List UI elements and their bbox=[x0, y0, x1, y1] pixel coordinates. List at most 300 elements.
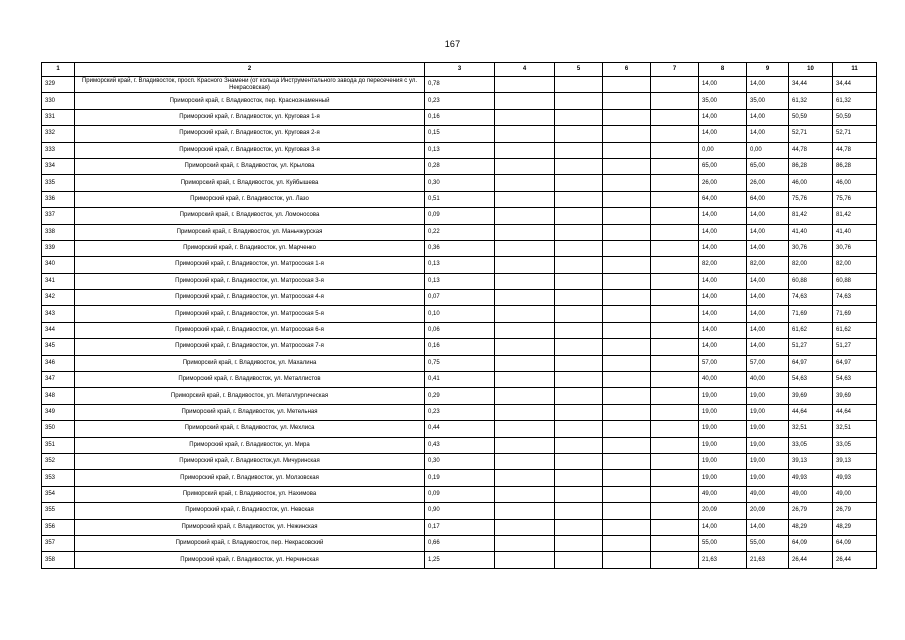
cell-col-9: 35,00 bbox=[747, 93, 789, 109]
cell-col-6 bbox=[603, 404, 651, 420]
table-row bbox=[42, 388, 877, 404]
table-row bbox=[42, 208, 877, 224]
column-header: 4 bbox=[495, 63, 555, 77]
length-cell: 0,13 bbox=[425, 257, 495, 273]
cell-col-11: 81,42 bbox=[833, 208, 877, 224]
row-number-cell: 344 bbox=[42, 322, 75, 338]
cell-col-6 bbox=[603, 142, 651, 158]
cell-col-8: 57,00 bbox=[699, 355, 747, 371]
address-cell: Приморский край, г. Владивосток, ул. Невская bbox=[75, 503, 425, 519]
cell-col-8: 0,00 bbox=[699, 142, 747, 158]
cell-col-7 bbox=[651, 273, 699, 289]
cell-col-8: 14,00 bbox=[699, 109, 747, 125]
table-row bbox=[42, 486, 877, 502]
table-row bbox=[42, 503, 877, 519]
address-cell: Приморский край, г. Владивосток, ул. Матросская 7-я bbox=[75, 339, 425, 355]
table-row bbox=[42, 535, 877, 551]
cell-col-5 bbox=[555, 77, 603, 93]
table-row bbox=[42, 470, 877, 486]
cell-col-11: 34,44 bbox=[833, 77, 877, 93]
cell-col-7 bbox=[651, 453, 699, 469]
cell-col-11: 49,00 bbox=[833, 486, 877, 502]
cell-col-9: 19,00 bbox=[747, 388, 789, 404]
cell-col-4 bbox=[495, 437, 555, 453]
cell-col-6 bbox=[603, 240, 651, 256]
address-cell: Приморский край, г. Владивосток, ул. Круговая 1-я bbox=[75, 109, 425, 125]
cell-col-7 bbox=[651, 503, 699, 519]
row-number-cell: 349 bbox=[42, 404, 75, 420]
cell-col-10: 44,64 bbox=[789, 404, 833, 420]
column-header: 9 bbox=[747, 63, 789, 77]
cell-col-5 bbox=[555, 339, 603, 355]
cell-col-5 bbox=[555, 470, 603, 486]
length-cell: 0,16 bbox=[425, 339, 495, 355]
cell-col-11: 44,64 bbox=[833, 404, 877, 420]
column-header: 6 bbox=[603, 63, 651, 77]
cell-col-5 bbox=[555, 240, 603, 256]
cell-col-7 bbox=[651, 224, 699, 240]
cell-col-7 bbox=[651, 355, 699, 371]
cell-col-11: 61,62 bbox=[833, 322, 877, 338]
cell-col-6 bbox=[603, 290, 651, 306]
cell-col-10: 51,27 bbox=[789, 339, 833, 355]
row-number-cell: 343 bbox=[42, 306, 75, 322]
cell-col-6 bbox=[603, 224, 651, 240]
cell-col-5 bbox=[555, 142, 603, 158]
cell-col-5 bbox=[555, 175, 603, 191]
cell-col-11: 26,79 bbox=[833, 503, 877, 519]
table-row bbox=[42, 421, 877, 437]
cell-col-5 bbox=[555, 355, 603, 371]
length-cell: 0,16 bbox=[425, 109, 495, 125]
cell-col-9: 14,00 bbox=[747, 519, 789, 535]
cell-col-11: 64,97 bbox=[833, 355, 877, 371]
cell-col-7 bbox=[651, 388, 699, 404]
address-cell: Приморский край, г. Владивосток, ул. Махалина bbox=[75, 355, 425, 371]
cell-col-8: 14,00 bbox=[699, 224, 747, 240]
table-row bbox=[42, 257, 877, 273]
cell-col-5 bbox=[555, 372, 603, 388]
cell-col-9: 14,00 bbox=[747, 322, 789, 338]
cell-col-6 bbox=[603, 273, 651, 289]
table-row bbox=[42, 273, 877, 289]
length-cell: 0,19 bbox=[425, 470, 495, 486]
row-number-cell: 334 bbox=[42, 158, 75, 174]
cell-col-4 bbox=[495, 158, 555, 174]
cell-col-4 bbox=[495, 290, 555, 306]
column-header: 3 bbox=[425, 63, 495, 77]
cell-col-5 bbox=[555, 519, 603, 535]
length-cell: 0,10 bbox=[425, 306, 495, 322]
cell-col-11: 46,00 bbox=[833, 175, 877, 191]
length-cell: 0,07 bbox=[425, 290, 495, 306]
cell-col-4 bbox=[495, 388, 555, 404]
cell-col-8: 14,00 bbox=[699, 240, 747, 256]
cell-col-4 bbox=[495, 257, 555, 273]
row-number-cell: 338 bbox=[42, 224, 75, 240]
cell-col-4 bbox=[495, 240, 555, 256]
cell-col-10: 41,40 bbox=[789, 224, 833, 240]
cell-col-10: 81,42 bbox=[789, 208, 833, 224]
cell-col-8: 65,00 bbox=[699, 158, 747, 174]
table-row bbox=[42, 240, 877, 256]
cell-col-6 bbox=[603, 470, 651, 486]
address-cell: Приморский край, г. Владивосток, ул. Нерчинская bbox=[75, 552, 425, 568]
cell-col-9: 14,00 bbox=[747, 126, 789, 142]
row-number-cell: 356 bbox=[42, 519, 75, 535]
cell-col-11: 51,27 bbox=[833, 339, 877, 355]
cell-col-11: 26,44 bbox=[833, 552, 877, 568]
cell-col-10: 34,44 bbox=[789, 77, 833, 93]
cell-col-5 bbox=[555, 404, 603, 420]
table-header-row bbox=[42, 63, 877, 77]
length-cell: 0,75 bbox=[425, 355, 495, 371]
cell-col-8: 14,00 bbox=[699, 519, 747, 535]
length-cell: 0,28 bbox=[425, 158, 495, 174]
column-header: 11 bbox=[833, 63, 877, 77]
cell-col-7 bbox=[651, 535, 699, 551]
cell-col-9: 19,00 bbox=[747, 404, 789, 420]
cell-col-9: 14,00 bbox=[747, 224, 789, 240]
cell-col-11: 86,28 bbox=[833, 158, 877, 174]
cell-col-7 bbox=[651, 208, 699, 224]
address-cell: Приморский край, г. Владивосток, пер. Некрасовский bbox=[75, 535, 425, 551]
cell-col-4 bbox=[495, 503, 555, 519]
cell-col-8: 19,00 bbox=[699, 437, 747, 453]
row-number-cell: 350 bbox=[42, 421, 75, 437]
cell-col-6 bbox=[603, 322, 651, 338]
page-number: 167 bbox=[444, 39, 461, 49]
cell-col-6 bbox=[603, 552, 651, 568]
cell-col-6 bbox=[603, 535, 651, 551]
address-cell: Приморский край, г. Владивосток, ул. Молзовская bbox=[75, 470, 425, 486]
cell-col-4 bbox=[495, 191, 555, 207]
cell-col-5 bbox=[555, 224, 603, 240]
cell-col-5 bbox=[555, 306, 603, 322]
cell-col-9: 20,09 bbox=[747, 503, 789, 519]
cell-col-7 bbox=[651, 257, 699, 273]
column-header: 8 bbox=[699, 63, 747, 77]
row-number-cell: 337 bbox=[42, 208, 75, 224]
length-cell: 0,43 bbox=[425, 437, 495, 453]
cell-col-9: 14,00 bbox=[747, 273, 789, 289]
cell-col-6 bbox=[603, 388, 651, 404]
cell-col-8: 40,00 bbox=[699, 372, 747, 388]
cell-col-4 bbox=[495, 421, 555, 437]
cell-col-6 bbox=[603, 257, 651, 273]
table-row bbox=[42, 453, 877, 469]
address-cell: Приморский край, г. Владивосток, ул. Круговая 2-я bbox=[75, 126, 425, 142]
cell-col-9: 0,00 bbox=[747, 142, 789, 158]
cell-col-5 bbox=[555, 257, 603, 273]
cell-col-8: 64,00 bbox=[699, 191, 747, 207]
table-row bbox=[42, 552, 877, 568]
cell-col-11: 30,76 bbox=[833, 240, 877, 256]
cell-col-10: 32,51 bbox=[789, 421, 833, 437]
row-number-cell: 340 bbox=[42, 257, 75, 273]
table-row bbox=[42, 290, 877, 306]
length-cell: 0,30 bbox=[425, 175, 495, 191]
cell-col-4 bbox=[495, 404, 555, 420]
cell-col-6 bbox=[603, 306, 651, 322]
cell-col-6 bbox=[603, 519, 651, 535]
cell-col-9: 82,00 bbox=[747, 257, 789, 273]
cell-col-10: 26,44 bbox=[789, 552, 833, 568]
cell-col-4 bbox=[495, 453, 555, 469]
cell-col-9: 21,63 bbox=[747, 552, 789, 568]
cell-col-11: 71,69 bbox=[833, 306, 877, 322]
cell-col-7 bbox=[651, 470, 699, 486]
row-number-cell: 335 bbox=[42, 175, 75, 191]
cell-col-7 bbox=[651, 322, 699, 338]
row-number-cell: 354 bbox=[42, 486, 75, 502]
cell-col-8: 19,00 bbox=[699, 470, 747, 486]
table-row bbox=[42, 322, 877, 338]
cell-col-4 bbox=[495, 77, 555, 93]
cell-col-7 bbox=[651, 437, 699, 453]
column-header: 5 bbox=[555, 63, 603, 77]
cell-col-10: 46,00 bbox=[789, 175, 833, 191]
length-cell: 0,66 bbox=[425, 535, 495, 551]
cell-col-8: 14,00 bbox=[699, 322, 747, 338]
column-header: 1 bbox=[42, 63, 75, 77]
row-number-cell: 355 bbox=[42, 503, 75, 519]
cell-col-7 bbox=[651, 372, 699, 388]
row-number-cell: 333 bbox=[42, 142, 75, 158]
cell-col-4 bbox=[495, 535, 555, 551]
cell-col-9: 26,00 bbox=[747, 175, 789, 191]
cell-col-6 bbox=[603, 77, 651, 93]
table-row bbox=[42, 158, 877, 174]
cell-col-7 bbox=[651, 240, 699, 256]
table-row bbox=[42, 404, 877, 420]
cell-col-8: 19,00 bbox=[699, 421, 747, 437]
address-cell: Приморский край, г. Владивосток, ул. Матросская 1-я bbox=[75, 257, 425, 273]
address-cell: Приморский край, г. Владивосток, ул. Мира bbox=[75, 437, 425, 453]
length-cell: 0,41 bbox=[425, 372, 495, 388]
cell-col-5 bbox=[555, 552, 603, 568]
cell-col-10: 61,32 bbox=[789, 93, 833, 109]
table-row bbox=[42, 519, 877, 535]
address-cell: Приморский край, г. Владивосток,ул. Мичуринская bbox=[75, 453, 425, 469]
cell-col-10: 48,29 bbox=[789, 519, 833, 535]
cell-col-7 bbox=[651, 77, 699, 93]
row-number-cell: 345 bbox=[42, 339, 75, 355]
cell-col-9: 40,00 bbox=[747, 372, 789, 388]
cell-col-9: 14,00 bbox=[747, 208, 789, 224]
cell-col-11: 50,59 bbox=[833, 109, 877, 125]
column-header: 7 bbox=[651, 63, 699, 77]
row-number-cell: 357 bbox=[42, 535, 75, 551]
row-number-cell: 352 bbox=[42, 453, 75, 469]
address-cell: Приморский край, г. Владивосток, ул. Матросская 5-я bbox=[75, 306, 425, 322]
cell-col-11: 39,13 bbox=[833, 453, 877, 469]
cell-col-6 bbox=[603, 503, 651, 519]
cell-col-5 bbox=[555, 158, 603, 174]
cell-col-9: 57,00 bbox=[747, 355, 789, 371]
table-row bbox=[42, 306, 877, 322]
address-cell: Приморский край, г. Владивосток, ул. Матросская 3-я bbox=[75, 273, 425, 289]
table-row bbox=[42, 339, 877, 355]
cell-col-8: 14,00 bbox=[699, 208, 747, 224]
cell-col-10: 54,63 bbox=[789, 372, 833, 388]
cell-col-11: 44,78 bbox=[833, 142, 877, 158]
cell-col-8: 55,00 bbox=[699, 535, 747, 551]
cell-col-6 bbox=[603, 453, 651, 469]
cell-col-8: 21,63 bbox=[699, 552, 747, 568]
cell-col-8: 35,00 bbox=[699, 93, 747, 109]
row-number-cell: 332 bbox=[42, 126, 75, 142]
address-cell: Приморский край, г. Владивосток, ул. Матросская 4-я bbox=[75, 290, 425, 306]
cell-col-9: 19,00 bbox=[747, 421, 789, 437]
cell-col-10: 75,76 bbox=[789, 191, 833, 207]
table-row bbox=[42, 142, 877, 158]
address-cell: Приморский край, г. Владивосток, ул. Нежинская bbox=[75, 519, 425, 535]
cell-col-7 bbox=[651, 142, 699, 158]
cell-col-7 bbox=[651, 404, 699, 420]
cell-col-8: 14,00 bbox=[699, 126, 747, 142]
row-number-cell: 353 bbox=[42, 470, 75, 486]
cell-col-11: 41,40 bbox=[833, 224, 877, 240]
cell-col-6 bbox=[603, 93, 651, 109]
cell-col-6 bbox=[603, 126, 651, 142]
roads-table bbox=[41, 62, 877, 569]
cell-col-7 bbox=[651, 486, 699, 502]
cell-col-5 bbox=[555, 208, 603, 224]
address-cell: Приморский край, г. Владивосток, ул. Матросская 6-я bbox=[75, 322, 425, 338]
length-cell: 0,15 bbox=[425, 126, 495, 142]
length-cell: 0,90 bbox=[425, 503, 495, 519]
cell-col-5 bbox=[555, 388, 603, 404]
table-row bbox=[42, 191, 877, 207]
cell-col-5 bbox=[555, 437, 603, 453]
cell-col-9: 64,00 bbox=[747, 191, 789, 207]
table-row bbox=[42, 437, 877, 453]
cell-col-10: 49,00 bbox=[789, 486, 833, 502]
cell-col-6 bbox=[603, 208, 651, 224]
length-cell: 0,22 bbox=[425, 224, 495, 240]
row-number-cell: 341 bbox=[42, 273, 75, 289]
table-row bbox=[42, 77, 877, 93]
cell-col-5 bbox=[555, 453, 603, 469]
cell-col-5 bbox=[555, 126, 603, 142]
cell-col-10: 50,59 bbox=[789, 109, 833, 125]
cell-col-11: 48,29 bbox=[833, 519, 877, 535]
cell-col-10: 74,63 bbox=[789, 290, 833, 306]
length-cell: 0,13 bbox=[425, 142, 495, 158]
cell-col-4 bbox=[495, 273, 555, 289]
length-cell: 0,36 bbox=[425, 240, 495, 256]
row-number-cell: 331 bbox=[42, 109, 75, 125]
cell-col-4 bbox=[495, 224, 555, 240]
length-cell: 0,09 bbox=[425, 486, 495, 502]
cell-col-4 bbox=[495, 208, 555, 224]
row-number-cell: 347 bbox=[42, 372, 75, 388]
cell-col-6 bbox=[603, 372, 651, 388]
cell-col-9: 55,00 bbox=[747, 535, 789, 551]
cell-col-8: 19,00 bbox=[699, 388, 747, 404]
cell-col-9: 14,00 bbox=[747, 109, 789, 125]
cell-col-11: 52,71 bbox=[833, 126, 877, 142]
cell-col-4 bbox=[495, 175, 555, 191]
cell-col-8: 82,00 bbox=[699, 257, 747, 273]
cell-col-5 bbox=[555, 421, 603, 437]
column-header: 10 bbox=[789, 63, 833, 77]
cell-col-4 bbox=[495, 519, 555, 535]
cell-col-7 bbox=[651, 290, 699, 306]
cell-col-7 bbox=[651, 421, 699, 437]
cell-col-10: 64,09 bbox=[789, 535, 833, 551]
cell-col-9: 19,00 bbox=[747, 470, 789, 486]
cell-col-11: 49,93 bbox=[833, 470, 877, 486]
table-row bbox=[42, 126, 877, 142]
cell-col-9: 49,00 bbox=[747, 486, 789, 502]
address-cell: Приморский край, г. Владивосток, просп. Красного Знамени (от кольца Инструментального завода до пересечения с ул. Некрасовская) bbox=[75, 77, 425, 93]
table-body bbox=[42, 77, 877, 569]
address-cell: Приморский край, г. Владивосток, ул. Мехлиса bbox=[75, 421, 425, 437]
cell-col-7 bbox=[651, 306, 699, 322]
cell-col-9: 14,00 bbox=[747, 290, 789, 306]
cell-col-11: 75,76 bbox=[833, 191, 877, 207]
row-number-cell: 358 bbox=[42, 552, 75, 568]
cell-col-7 bbox=[651, 126, 699, 142]
cell-col-6 bbox=[603, 421, 651, 437]
cell-col-11: 39,69 bbox=[833, 388, 877, 404]
cell-col-6 bbox=[603, 355, 651, 371]
cell-col-8: 19,00 bbox=[699, 404, 747, 420]
cell-col-4 bbox=[495, 109, 555, 125]
cell-col-10: 33,05 bbox=[789, 437, 833, 453]
cell-col-11: 64,09 bbox=[833, 535, 877, 551]
row-number-cell: 346 bbox=[42, 355, 75, 371]
length-cell: 0,23 bbox=[425, 404, 495, 420]
cell-col-11: 60,88 bbox=[833, 273, 877, 289]
cell-col-5 bbox=[555, 93, 603, 109]
cell-col-8: 26,00 bbox=[699, 175, 747, 191]
address-cell: Приморский край, г. Владивосток, ул. Металлургическая bbox=[75, 388, 425, 404]
cell-col-8: 14,00 bbox=[699, 77, 747, 93]
cell-col-4 bbox=[495, 322, 555, 338]
address-cell: Приморский край, г. Владивосток, ул. Маньчжурская bbox=[75, 224, 425, 240]
address-cell: Приморский край, г. Владивосток, ул. Нахимова bbox=[75, 486, 425, 502]
row-number-cell: 351 bbox=[42, 437, 75, 453]
cell-col-10: 44,78 bbox=[789, 142, 833, 158]
cell-col-9: 14,00 bbox=[747, 240, 789, 256]
cell-col-9: 14,00 bbox=[747, 339, 789, 355]
address-cell: Приморский край, г. Владивосток, ул. Ломоносова bbox=[75, 208, 425, 224]
cell-col-10: 49,93 bbox=[789, 470, 833, 486]
cell-col-10: 39,13 bbox=[789, 453, 833, 469]
cell-col-6 bbox=[603, 109, 651, 125]
column-header: 2 bbox=[75, 63, 425, 77]
cell-col-11: 32,51 bbox=[833, 421, 877, 437]
row-number-cell: 348 bbox=[42, 388, 75, 404]
cell-col-10: 60,88 bbox=[789, 273, 833, 289]
length-cell: 0,06 bbox=[425, 322, 495, 338]
length-cell: 0,13 bbox=[425, 273, 495, 289]
cell-col-5 bbox=[555, 486, 603, 502]
cell-col-5 bbox=[555, 191, 603, 207]
cell-col-9: 14,00 bbox=[747, 77, 789, 93]
cell-col-8: 49,00 bbox=[699, 486, 747, 502]
cell-col-8: 14,00 bbox=[699, 306, 747, 322]
cell-col-7 bbox=[651, 175, 699, 191]
length-cell: 0,51 bbox=[425, 191, 495, 207]
cell-col-5 bbox=[555, 109, 603, 125]
cell-col-4 bbox=[495, 306, 555, 322]
cell-col-6 bbox=[603, 191, 651, 207]
address-cell: Приморский край, г. Владивосток, ул. Крылова bbox=[75, 158, 425, 174]
